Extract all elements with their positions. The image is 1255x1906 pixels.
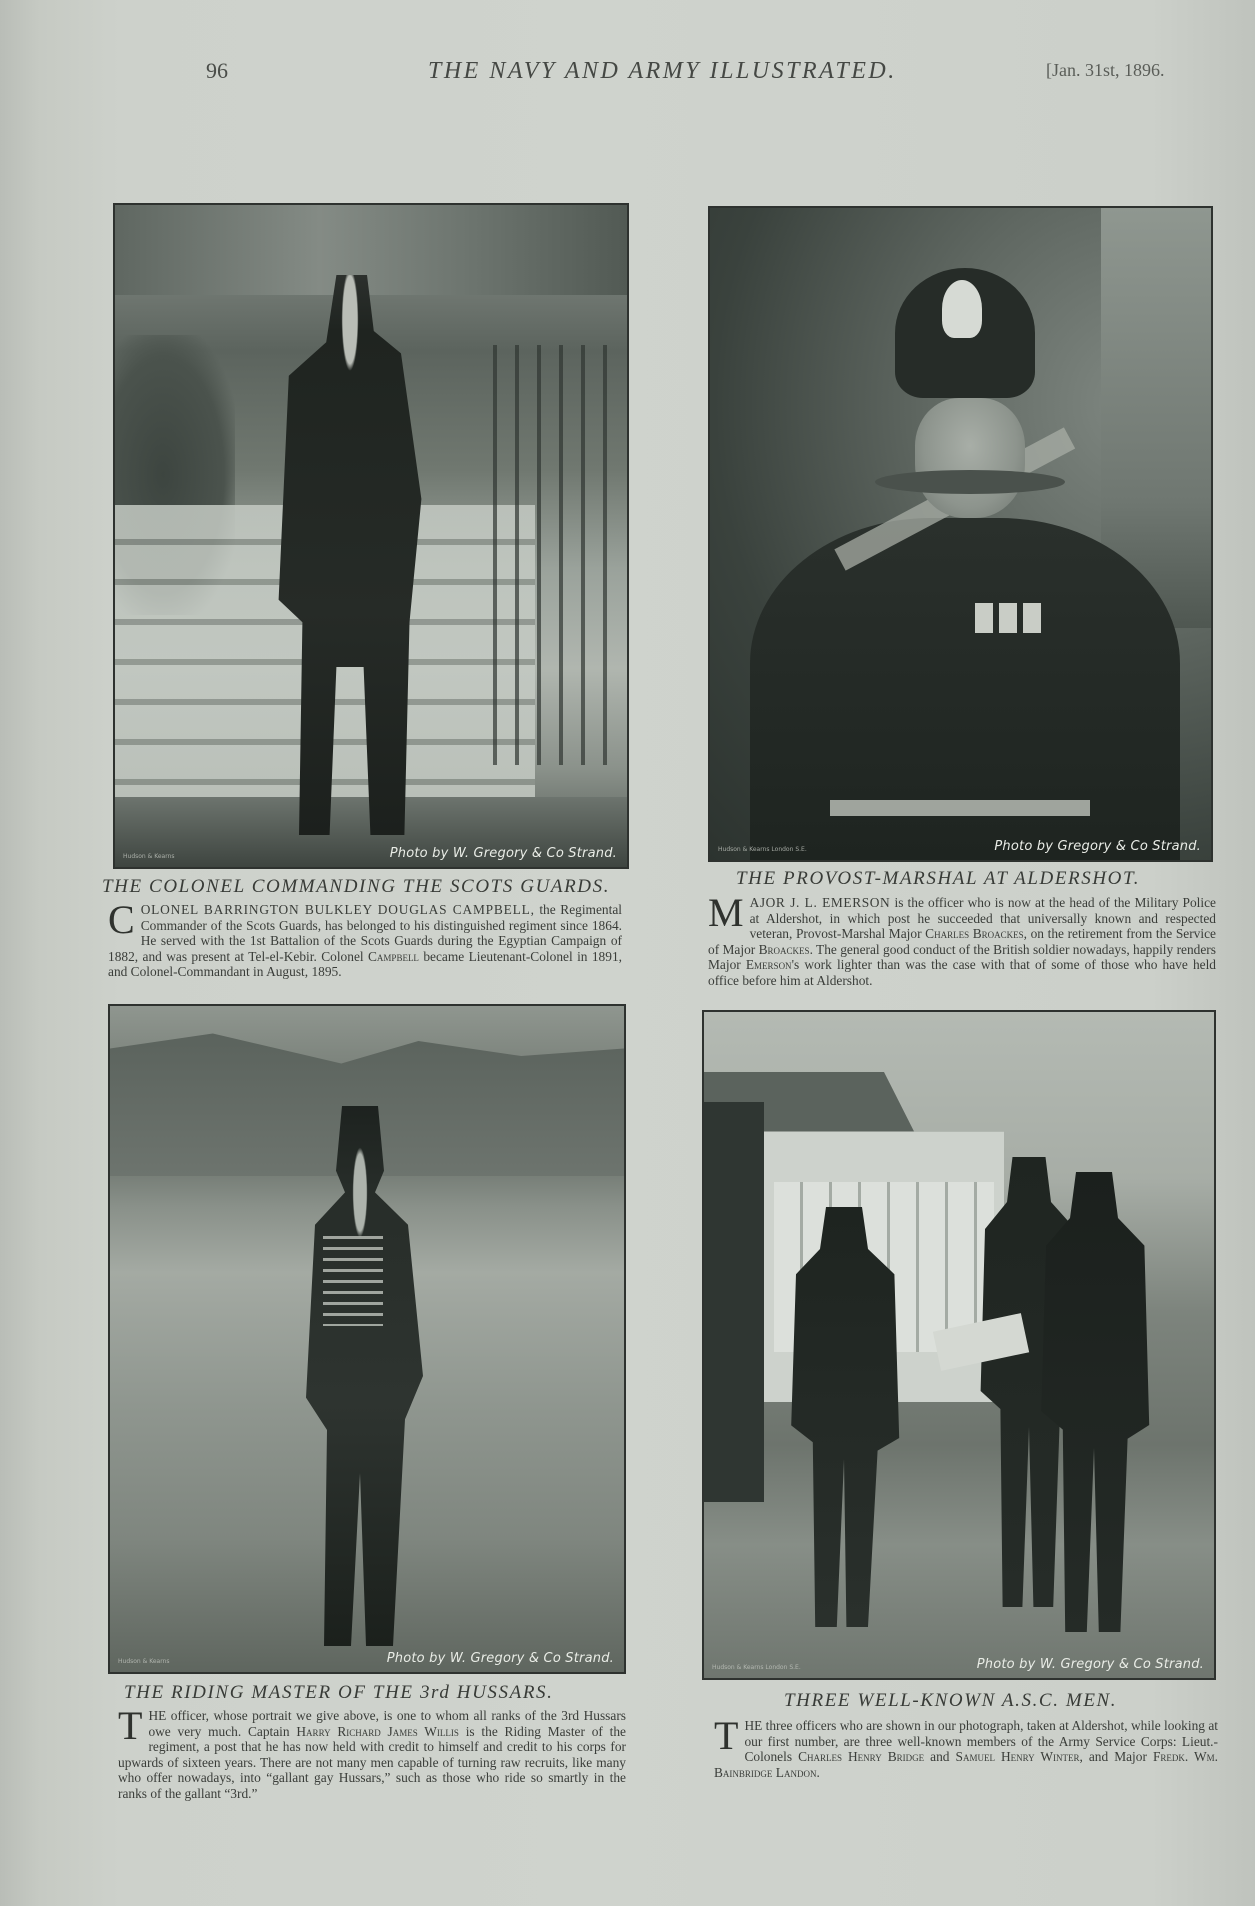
page-number: 96 — [206, 58, 228, 83]
issue-date: [Jan. 31st, 1896. — [1046, 60, 1165, 80]
medals — [975, 603, 1045, 633]
photo-credit: Photo by W. Gregory & Co Strand. — [386, 1651, 614, 1666]
caption-lead: OLONEL BARRINGTON BULKLEY DOUGLAS CAMPBELL, — [140, 902, 535, 917]
caption-body — [108, 897, 622, 980]
building-wall — [115, 205, 627, 295]
engraver-mark: Hudson & Kearns London S.E. — [712, 1664, 801, 1671]
caption-text-mid: . The general good conduct of the British soldier nowadays, happily renders Major — [708, 941, 1216, 973]
caption-text-after: 's work lighter than was the case with that of some of those who have held office before him at Aldershot. — [708, 957, 1216, 988]
caption-text: the Regimental Commander of the Scots Guards, has belonged to his distinguished regiment since 1864. He served with the 1st Battalion of the Scots Guards during the Egyptian Campaign of 1882, and was present at Tel-el-Kebir. Colonel — [108, 902, 622, 964]
drop-cap: C — [108, 897, 135, 942]
caption-title: THE PROVOST-MARSHAL AT ALDERSHOT. — [736, 868, 1141, 889]
caption-lead: AJOR J. L. EMERSON — [749, 895, 891, 910]
face — [915, 398, 1025, 518]
photo-credit: Photo by Gregory & Co Strand. — [994, 839, 1201, 854]
caption-title: THE RIDING MASTER OF THE 3rd HUSSARS. — [124, 1682, 554, 1703]
drop-cap: T — [714, 1713, 739, 1758]
caption-body — [708, 890, 1216, 989]
name-small-caps: Campbell — [368, 948, 419, 964]
caption-body — [118, 1703, 626, 1802]
photo-riding-master — [108, 1004, 626, 1674]
caption-text-mid: and — [930, 1749, 950, 1765]
photo-colonel-scots-guards — [113, 203, 629, 869]
photo-credit: Photo by W. Gregory & Co Strand. — [389, 846, 617, 861]
caption-text-after: . — [816, 1764, 820, 1780]
hussar-figure — [285, 1106, 435, 1646]
moustache — [875, 470, 1065, 494]
engraver-mark: Hudson & Kearns London S.E. — [718, 846, 807, 853]
caption-text-mid: , on the retirement from the Service of Major — [708, 926, 1216, 957]
engraver-mark: Hudson & Kearns — [118, 1658, 170, 1665]
name-small-caps: Broackes — [758, 941, 810, 957]
officer-left — [784, 1207, 904, 1627]
name-small-caps: Charles Broackes — [925, 926, 1024, 942]
drop-cap: T — [118, 1703, 143, 1748]
caption-title: THREE WELL-KNOWN A.S.C. MEN. — [784, 1690, 1118, 1711]
ivy-wall — [704, 1102, 764, 1502]
photo-provost-marshal — [708, 206, 1213, 862]
caption-text: is the officer who is now at the head of the Military Police at Aldershot, in which post he succeeded that universally known and respected veteran, Provost-Marshal Major — [749, 895, 1216, 942]
photo-credit: Photo by W. Gregory & Co Strand. — [976, 1657, 1204, 1672]
caption-lead: HE officer, whose portrait we give above, is one to whom all ranks of the 3rd Hussars owe very much. Captain — [148, 1708, 626, 1739]
iron-railing — [475, 345, 625, 765]
caption-text-mid: , and Major — [1079, 1749, 1147, 1765]
caption-lead: HE three officers who are shown in our photograph, taken at Aldershot, while looking at our first number, are three well-known members of the Army Service Corps: Lieut.-Colonels — [744, 1718, 1218, 1765]
drop-cap: M — [708, 890, 744, 935]
plume — [942, 280, 982, 338]
caption-title: THE COLONEL COMMANDING THE SCOTS GUARDS. — [102, 876, 611, 897]
name-small-caps: Samuel Henry Winter — [955, 1749, 1080, 1765]
name-small-caps: Emerson — [745, 957, 792, 973]
frogging — [323, 1236, 383, 1326]
name-small-caps: Harry Richard James Willis — [296, 1723, 459, 1739]
caption-text-after: became Lieutenant-Colonel in 1891, and Colonel-Commandant in August, 1895. — [108, 948, 622, 980]
engraver-mark: Hudson & Kearns — [123, 853, 175, 860]
caption-body — [714, 1713, 1218, 1780]
name-small-caps: Charles Henry Bridge — [798, 1749, 925, 1765]
photo-three-asc-men — [702, 1010, 1216, 1680]
caption-text: is the Riding Master of the regiment, a post that he has now held with credit to himself and credit to his corps for upwards of sixteen years. There are not many men capable of turning raw recruits, like many who offer nowadays, into “gallant gay Hussars,” such as those who ride so smartly in the ranks of the gallant “3rd.” — [118, 1723, 626, 1801]
name-small-caps: Fredk. Wm. Bainbridge Landon — [714, 1749, 1218, 1780]
publication-title: THE NAVY AND ARMY ILLUSTRATED. — [428, 58, 897, 84]
belt — [830, 800, 1090, 816]
